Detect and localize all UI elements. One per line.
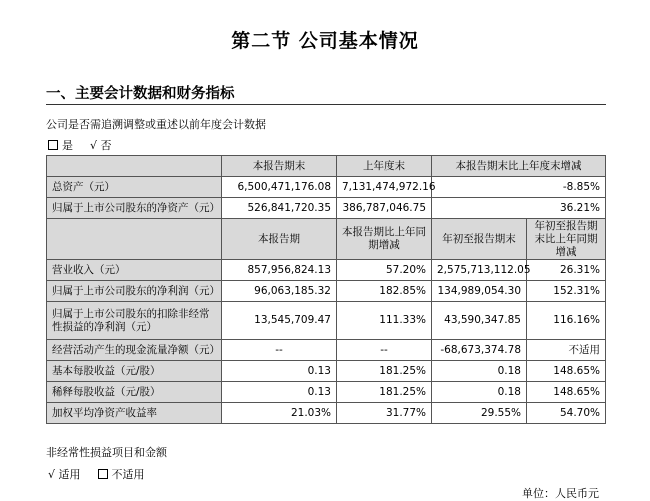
table-cell: 26.31%	[527, 260, 606, 281]
table-cell: -8.85%	[432, 177, 606, 198]
financial-data-table	[46, 155, 606, 424]
table-header-row	[47, 219, 606, 260]
header-cell: 年初至报告期末	[432, 219, 527, 260]
header-cell	[47, 219, 222, 260]
row-label: 营业收入（元）	[47, 260, 222, 281]
table-cell: 148.65%	[527, 382, 606, 403]
table-cell: 526,841,720.35	[222, 198, 337, 219]
table-cell: --	[337, 340, 432, 361]
checkbox-yes[interactable]	[48, 140, 58, 150]
checkbox-not-applicable[interactable]	[98, 469, 108, 479]
table-cell: 54.70%	[527, 403, 606, 424]
row-label: 归属于上市公司股东的扣除非经常性损益的净利润（元）	[47, 302, 222, 340]
non-recurring-note: 非经常性损益项目和金额	[46, 446, 167, 459]
table-cell: 0.18	[432, 361, 527, 382]
applicable-choice	[48, 466, 145, 482]
table-cell: 2,575,713,112.05	[432, 260, 527, 281]
table-row	[47, 340, 606, 361]
header-cell: 本报告期末比上年度末增减	[432, 156, 606, 177]
table-cell: 152.31%	[527, 281, 606, 302]
page-title: 第二节 公司基本情况	[231, 30, 419, 52]
table-cell: 181.25%	[337, 382, 432, 403]
header-cell: 上年度末	[337, 156, 432, 177]
table-cell: 36.21%	[432, 198, 606, 219]
table-cell: 182.85%	[337, 281, 432, 302]
table-cell: 0.13	[222, 382, 337, 403]
table-cell: 134,989,054.30	[432, 281, 527, 302]
header-cell: 年初至报告期末比上年同期增减	[527, 219, 606, 260]
choice-yes-label: 是	[62, 139, 73, 152]
header-cell	[47, 156, 222, 177]
section-title: 一、主要会计数据和财务指标	[46, 86, 235, 102]
table-cell: 386,787,046.75	[337, 198, 432, 219]
row-label: 归属于上市公司股东的净资产（元）	[47, 198, 222, 219]
table-cell: 96,063,185.32	[222, 281, 337, 302]
choice-applicable-label: 适用	[58, 468, 81, 481]
table-cell: 0.18	[432, 382, 527, 403]
table-cell: 7,131,474,972.16	[337, 177, 432, 198]
table-cell: 181.25%	[337, 361, 432, 382]
table-row	[47, 382, 606, 403]
row-label: 稀释每股收益（元/股）	[47, 382, 222, 403]
restatement-question: 公司是否需追溯调整或重述以前年度会计数据	[46, 118, 266, 131]
header-cell: 本报告期比上年同期增减	[337, 219, 432, 260]
row-label: 加权平均净资产收益率	[47, 403, 222, 424]
table-cell: 0.13	[222, 361, 337, 382]
row-label: 归属于上市公司股东的净利润（元）	[47, 281, 222, 302]
table-cell: 116.16%	[527, 302, 606, 340]
table-header-row	[47, 156, 606, 177]
table-cell: 6,500,471,176.08	[222, 177, 337, 198]
header-cell: 本报告期末	[222, 156, 337, 177]
currency-unit: 单位：人民币元	[522, 487, 599, 500]
restatement-choice	[48, 137, 112, 153]
choice-not-applicable-label: 不适用	[111, 468, 145, 481]
table-cell: 不适用	[527, 340, 606, 361]
table-row	[47, 281, 606, 302]
checkmark-applicable[interactable]: √	[48, 468, 56, 481]
table-cell: 29.55%	[432, 403, 527, 424]
table-cell: --	[222, 340, 337, 361]
table-row	[47, 260, 606, 281]
row-label: 基本每股收益（元/股）	[47, 361, 222, 382]
table-cell: 13,545,709.47	[222, 302, 337, 340]
table-cell: 21.03%	[222, 403, 337, 424]
table-cell: 111.33%	[337, 302, 432, 340]
table-row	[47, 361, 606, 382]
choice-no-label: 否	[100, 139, 112, 152]
table-row	[47, 177, 606, 198]
table-row	[47, 302, 606, 340]
header-cell: 本报告期	[222, 219, 337, 260]
table-cell: 57.20%	[337, 260, 432, 281]
table-cell: 857,956,824.13	[222, 260, 337, 281]
row-label: 经营活动产生的现金流量净额（元）	[47, 340, 222, 361]
table-row	[47, 403, 606, 424]
table-cell: 31.77%	[337, 403, 432, 424]
row-label: 总资产（元）	[47, 177, 222, 198]
table-cell: 148.65%	[527, 361, 606, 382]
table-cell: 43,590,347.85	[432, 302, 527, 340]
checkmark-no[interactable]: √	[90, 139, 98, 152]
section-divider	[46, 104, 606, 105]
table-cell: -68,673,374.78	[432, 340, 527, 361]
table-row	[47, 198, 606, 219]
